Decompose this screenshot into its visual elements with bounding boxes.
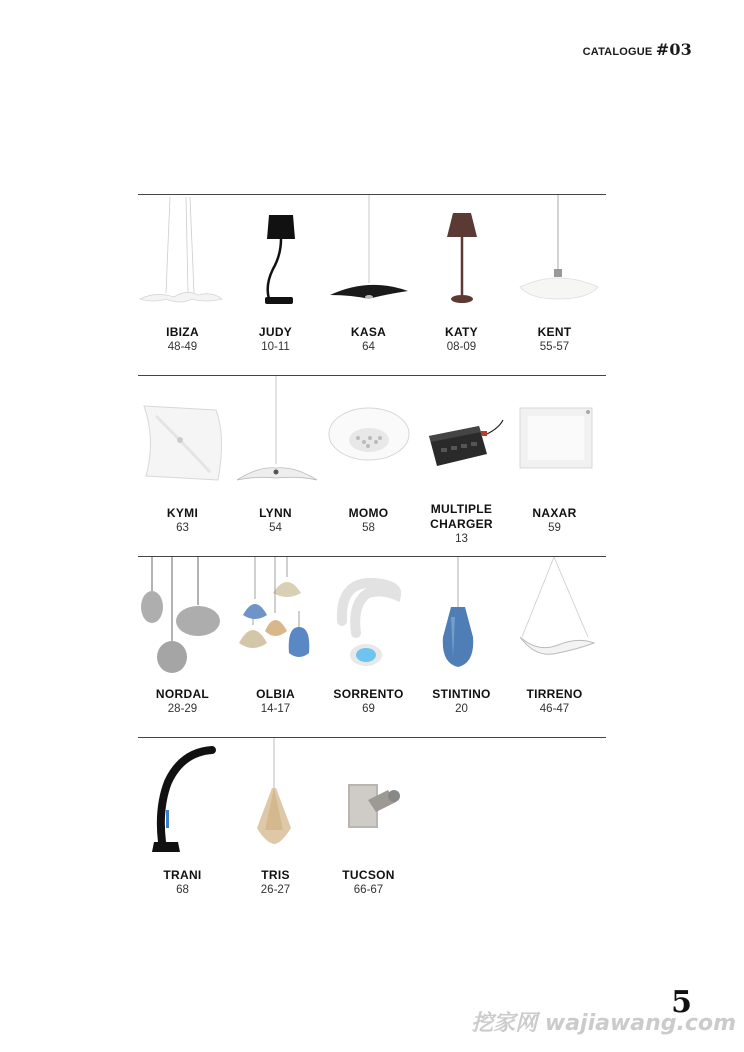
- product-tirreno[interactable]: [508, 557, 601, 716]
- product-name: KASA: [350, 325, 387, 339]
- product-judy[interactable]: [229, 195, 322, 354]
- product-name: SORRENTO: [333, 687, 404, 701]
- catalogue-header: [583, 40, 692, 59]
- catalogue-label: CATALOGUE: [582, 46, 653, 58]
- kymi-lamp-icon: [136, 376, 229, 506]
- product-pages: 63: [176, 522, 189, 534]
- product-pages: 66-67: [353, 884, 384, 896]
- product-kent[interactable]: [508, 195, 601, 354]
- tris-lamp-icon: [229, 738, 322, 868]
- product-name: TRANI: [163, 868, 202, 882]
- catalogue-number: #03: [655, 40, 692, 59]
- product-naxar[interactable]: [508, 376, 601, 535]
- product-pages: 26-27: [260, 884, 291, 896]
- product-pages: 54: [269, 522, 282, 534]
- naxar-lamp-icon: [508, 376, 601, 506]
- ibiza-lamp-icon: [136, 195, 229, 325]
- product-name: MULTIPLE CHARGER: [430, 502, 493, 531]
- product-ibiza[interactable]: [136, 195, 229, 354]
- product-lynn[interactable]: [229, 376, 322, 535]
- product-kasa[interactable]: [322, 195, 415, 354]
- product-name: OLBIA: [256, 687, 295, 701]
- product-stintino[interactable]: [415, 557, 508, 716]
- product-pages: 28-29: [167, 703, 198, 715]
- kent-lamp-icon: [508, 195, 601, 325]
- page-number: 5: [671, 985, 692, 1020]
- product-pages: 13: [455, 533, 468, 545]
- product-name: JUDY: [258, 325, 293, 339]
- tirreno-lamp-icon: [508, 557, 601, 687]
- product-momo[interactable]: [322, 376, 415, 535]
- product-sorrento[interactable]: [322, 557, 415, 716]
- product-pages: 10-11: [261, 341, 290, 353]
- katy-lamp-icon: [415, 195, 508, 325]
- product-name: TUCSON: [342, 868, 395, 882]
- product-name: MOMO: [348, 506, 389, 520]
- product-name: LYNN: [259, 506, 292, 520]
- product-name: TIRRENO: [526, 687, 583, 701]
- product-pages: 08-09: [446, 341, 477, 353]
- product-name: KATY: [445, 325, 478, 339]
- watermark: 挖家网 wajiawang.com: [471, 1011, 736, 1036]
- product-name: NAXAR: [532, 506, 577, 520]
- product-pages: 64: [362, 341, 375, 353]
- lynn-lamp-icon: [229, 376, 322, 506]
- nordal-lamp-icon: [136, 557, 229, 687]
- product-pages: 59: [548, 522, 561, 534]
- product-pages: 69: [362, 703, 375, 715]
- product-tris[interactable]: [229, 738, 322, 897]
- product-pages: 46-47: [539, 703, 570, 715]
- product-pages: 55-57: [539, 341, 570, 353]
- trani-lamp-icon: [136, 738, 229, 868]
- momo-lamp-icon: [322, 376, 415, 506]
- product-nordal[interactable]: [136, 557, 229, 716]
- multiple-charger-icon: [415, 376, 508, 502]
- product-name: TRIS: [261, 868, 290, 882]
- product-katy[interactable]: [415, 195, 508, 354]
- olbia-lamp-icon: [229, 557, 322, 687]
- product-name: NORDAL: [155, 687, 210, 701]
- product-name: STINTINO: [432, 687, 491, 701]
- product-name: IBIZA: [166, 325, 199, 339]
- product-olbia[interactable]: [229, 557, 322, 716]
- judy-lamp-icon: [229, 195, 322, 325]
- sorrento-lamp-icon: [322, 557, 415, 687]
- kasa-lamp-icon: [322, 195, 415, 325]
- product-pages: 58: [362, 522, 375, 534]
- stintino-lamp-icon: [415, 557, 508, 687]
- product-multiple-charger[interactable]: [415, 376, 508, 546]
- product-kymi[interactable]: [136, 376, 229, 535]
- product-tucson[interactable]: [322, 738, 415, 897]
- product-pages: 20: [455, 703, 468, 715]
- product-pages: 14-17: [260, 703, 291, 715]
- tucson-lamp-icon: [322, 738, 415, 868]
- product-pages: 48-49: [167, 341, 198, 353]
- product-name: KYMI: [166, 506, 199, 520]
- product-pages: 68: [176, 884, 189, 896]
- product-name: KENT: [537, 325, 572, 339]
- product-trani[interactable]: [136, 738, 229, 897]
